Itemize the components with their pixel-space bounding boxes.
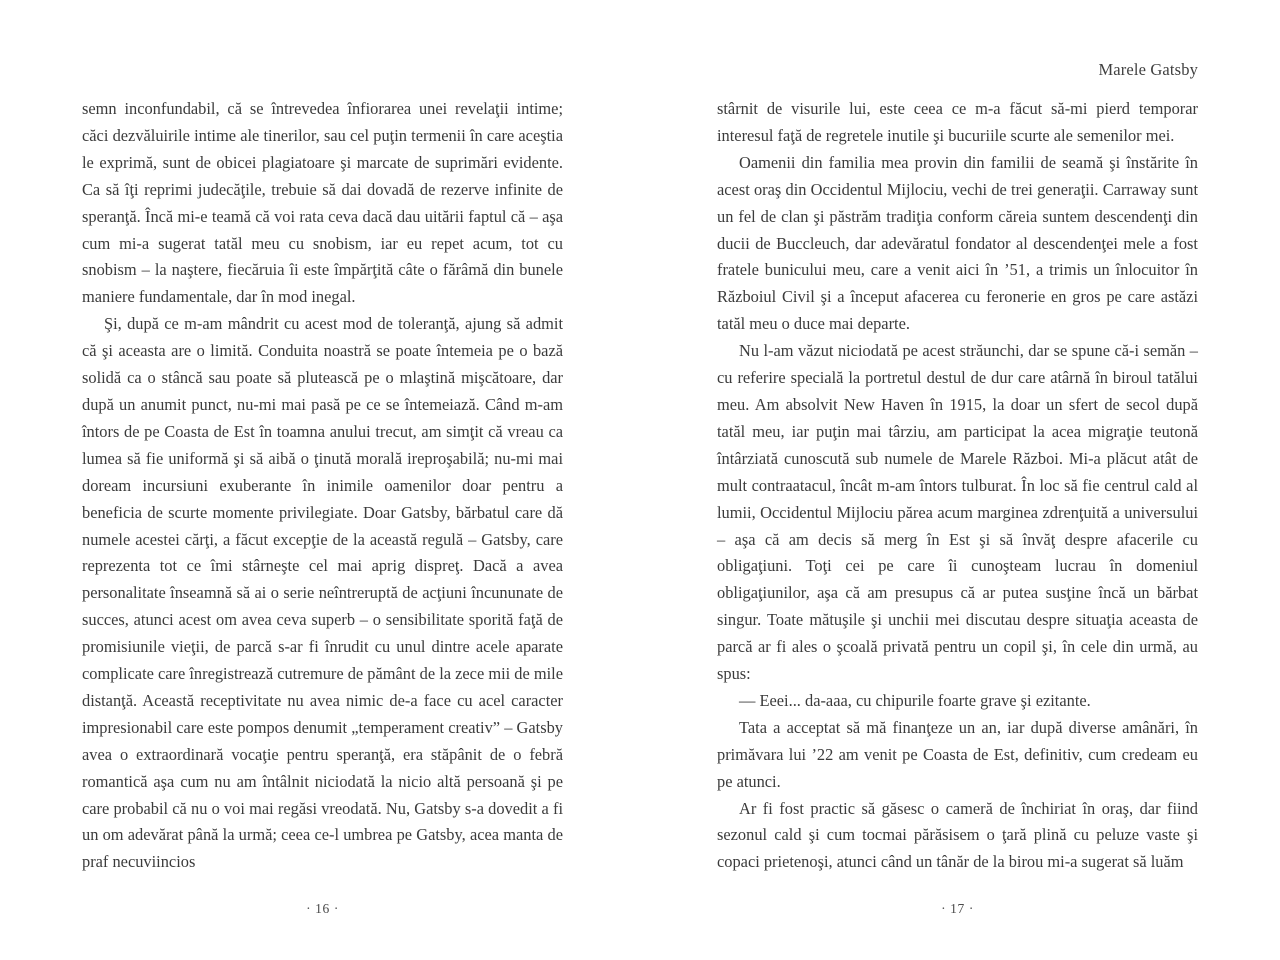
paragraph: Tata a acceptat să mă finanţeze un an, iar după diverse amânări, în primăvara lui ’22 am venit pe Coasta de Est, definitiv, cum credeam eu pe atunci. [717, 717, 1198, 791]
paragraph: semn inconfundabil, că se întrevedea înfiorarea unei revelaţii intime; căci dezvăluirile intime ale tinerilor, sau cel puţin termenii în care aceştia le exprimă, sunt de obicei plagiatoare şi marcate de suprimări evidente. Ca să îţi reprimi judecăţile, trebuie să dai dovadă de rezerve infinite de speranţă. Încă mi-e teamă că voi rata ceva dacă dau uitării faptul că – aşa cum mi-a sugerat tatăl meu cu snobism, iar eu repet acum, tot cu snobism – la naştere, fiecăruia îi este împărţită câte o fărâmă din bunele maniere fundamentale, dar în mod inegal. [82, 99, 563, 307]
body-text-left [82, 96, 563, 876]
page-right [717, 96, 1198, 886]
page-left [82, 96, 563, 886]
paragraph: Nu l-am văzut niciodată pe acest străunchi, dar se spune că-i semăn – cu referire specială la portretul destul de dur care atârnă în biroul tatălui meu. Am absolvit New Haven în 1915, la doar un sfert de secol după tatăl meu, iar puţin mai târziu, am participat la acea migraţie teutonă întârziată cunoscută sub numele de Marele Război. Mi-a plăcut atât de mult contraatacul, încât m-am întors tulburat. În loc să fie centrul cald al lumii, Occidentul Mijlociu părea acum marginea zdrenţuită a universului – aşa că am decis să merg în Est şi să învăţ despre afacerile cu obligaţiuni. Toţi cei pe care îi cunoşteam lucrau în domeniul obligaţiunilor, aşa că am presupus că ar putea susţine încă un bărbat singur. Toate mătuşile şi unchii mei discutau despre situaţia aceasta de parcă ar fi ales o şcoală privată pentru un copil şi, în cele din urmă, au spus: [717, 341, 1198, 684]
dialogue-line: — Eeei... da-aaa, cu chipurile foarte grave şi ezitante. [739, 690, 1091, 710]
running-head: Marele Gatsby [1098, 60, 1198, 79]
paragraph: stârnit de visurile lui, este ceea ce m-a făcut să-mi pierd temporar interesul faţă de regretele inutile şi bucuriile scurte ale semenilor mei. [717, 99, 1198, 145]
paragraph: Şi, după ce m-am mândrit cu acest mod de toleranţă, ajung să admit că şi aceasta are o limită. Conduita noastră se poate întemeia pe o bază solidă ca o stâncă sau poate să plutească pe o mlaştină mişcătoare, dar după un anumit punct, nu-mi mai pasă pe ce se întemeiază. Când m-am întors de pe Coasta de Est în toamna anului trecut, am simţit că vreau ca lumea să fie uniformă şi să aibă o ţinută morală ireproşabilă; nu-mi mai doream incursiuni exuberante în inimile oamenilor doar pentru a beneficia de scurte momente privilegiate. Doar Gatsby, bărbatul care dă numele acestei cărţi, a făcut excepţie de la această regulă – Gatsby, care reprezenta tot ce îmi stârneşte cel mai aprig dispreţ. Dacă a avea personalitate înseamnă să ai o serie neîntreruptă de acţiuni încununate de succes, atunci acest om avea ceva superb – o sensibilitate sporită faţă de promisiunile vieţii, de parcă s-ar fi înrudit cu unul dintre acele aparate complicate care înregistrează cutremure de pământ de la zece mii de mile distanţă. Această receptivitate nu avea nimic de-a face cu acel caracter impresionabil care este pompos denumit „temperament creativ” – Gatsby avea o extraordinară vocaţie pentru speranţă, era stăpânit de o febră romantică aşa cum nu am întâlnit niciodată la nicio altă persoană şi pe care probabil că nu o voi mai regăsi vreodată. Nu, Gatsby s-a dovedit a fi un om adevărat până la urmă; ceea ce-l umbrea pe Gatsby, acea manta de praf necuviincios [82, 314, 563, 872]
paragraph: Oamenii din familia mea provin din familii de seamă şi înstărite în acest oraş din Occidentul Mijlociu, vechi de trei generaţii. Carraway sunt un fel de clan şi păstrăm tradiţia conform căreia suntem descendenţi din ducii de Buccleuch, dar adevăratul fondator al descendenţei mele a fost fratele bunicului meu, care a venit aici în ’51, a trimis un înlocuitor în Războiul Civil şi a început afacerea cu feronerie en gros pe care astăzi tatăl meu o duce mai departe. [717, 152, 1198, 334]
folio-left: · 16 · [306, 901, 339, 916]
paragraph: Ar fi fost practic să găsesc o cameră de închiriat în oraş, dar fiind sezonul cald şi cum tocmai părăsisem o ţară plină cu peluze vaste şi copaci prietenoşi, atunci când un tânăr de la birou mi-a sugerat să luăm [717, 798, 1198, 872]
body-text-right [717, 96, 1198, 876]
folio-right: · 17 · [941, 901, 974, 916]
